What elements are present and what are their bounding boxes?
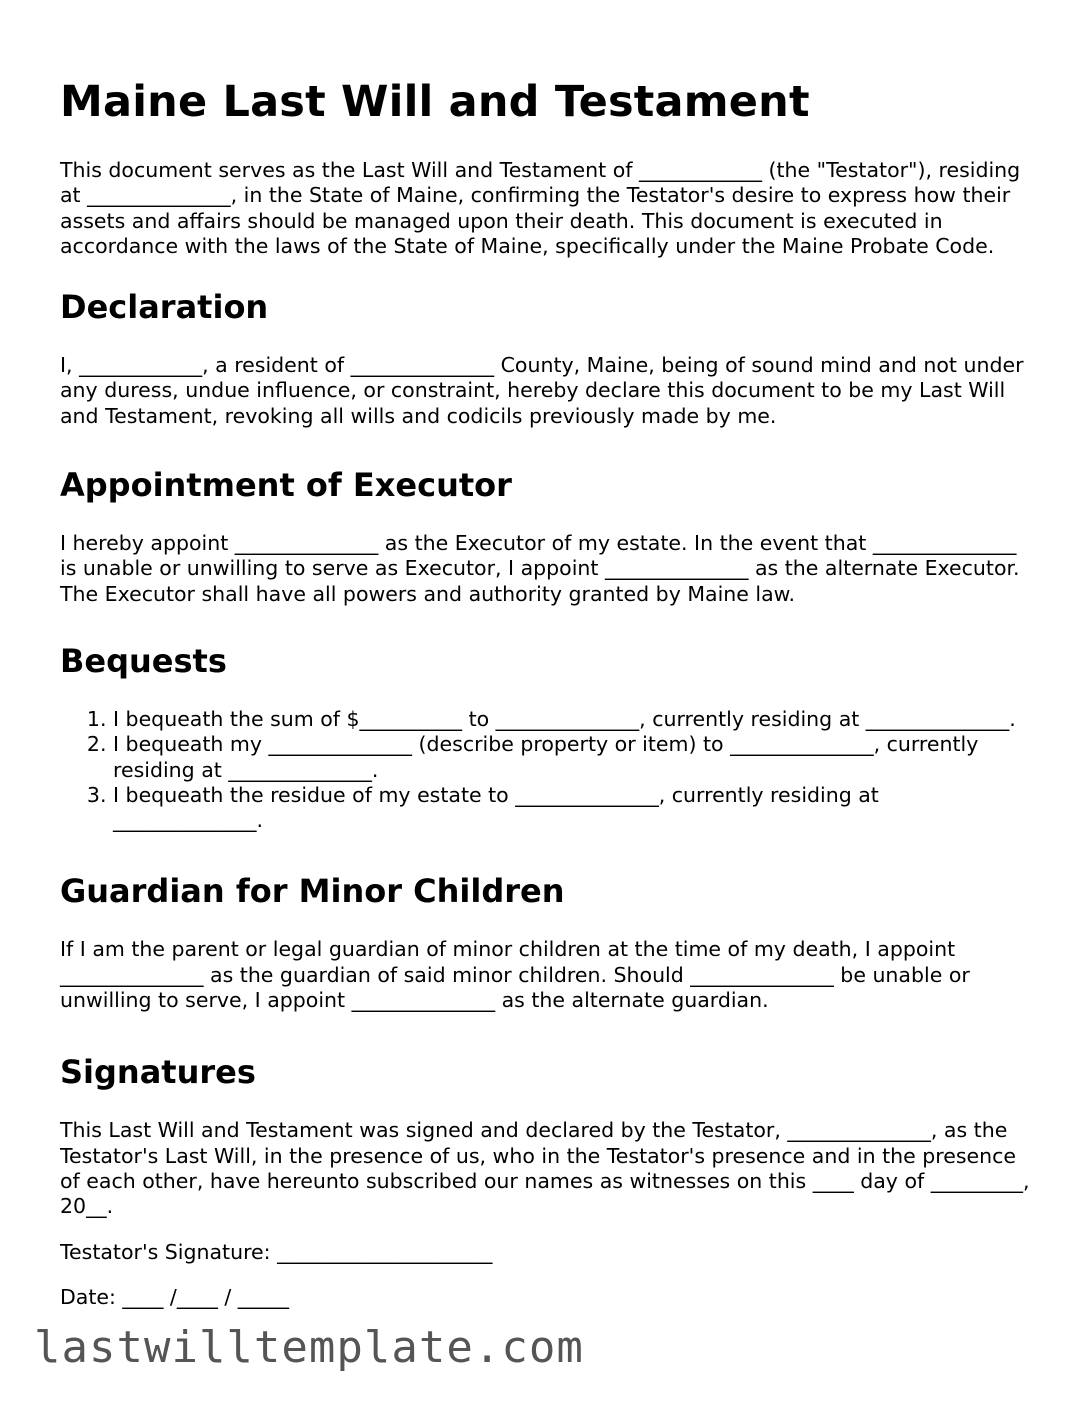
bequests-list (60, 707, 1030, 833)
executor-paragraph: I hereby appoint ______________ as the Executor of my estate. In the event that ______________ is unable or unwilling to serve as Executor, I appoint ______________ as the alternate Executor. The Executor shall have all powers and authority granted by Maine law. (60, 531, 1020, 606)
intro-paragraph: This document serves as the Last Will and Testament of ____________ (the "Testator"), residing at ______________, in the State of Maine, confirming the Testator's desire to express how their assets and affairs should be managed upon their death. This document is executed in accordance with the laws of the State of Maine, specifically under the Maine Probate Code. (60, 158, 1021, 258)
testator-signature-line: Testator's Signature: _____________________ (60, 1239, 493, 1264)
executor-heading: Appointment of Executor (60, 466, 512, 505)
bequests-heading: Bequests (60, 641, 227, 680)
document-page (60, 0, 1030, 1310)
watermark-text: lastwilltemplate.com (34, 1322, 584, 1373)
date-line: Date: ____ /____ / _____ (60, 1284, 290, 1309)
signatures-heading: Signatures (60, 1053, 256, 1092)
bequest-item: 3. I bequeath the residue of my estate to ______________, currently residing at ______________. (113, 783, 1030, 834)
declaration-paragraph: I, ____________, a resident of ______________ County, Maine, being of sound mind and not under any duress, undue influence, or constraint, hereby declare this document to be my Last Will and Testament, revoking all wills and codicils previously made by me. (60, 353, 1024, 428)
bequest-item: 1. I bequeath the sum of $__________ to ______________, currently residing at ______________. (113, 707, 1030, 732)
bequest-item: 2. I bequeath my ______________ (describe property or item) to ______________, currently residing at ______________. (113, 732, 1030, 783)
guardian-heading: Guardian for Minor Children (60, 872, 565, 911)
page-title: Maine Last Will and Testament (60, 77, 810, 127)
declaration-heading: Declaration (60, 288, 269, 327)
signatures-paragraph: This Last Will and Testament was signed and declared by the Testator, ______________, as the Testator's Last Will, in the presence of us, who in the Testator's presence and in the presence of each other, have hereunto subscribed our names as witnesses on this ____ day of _________, 20__. (60, 1118, 1030, 1219)
guardian-paragraph: If I am the parent or legal guardian of minor children at the time of my death, I appoint ______________ as the guardian of said minor children. Should ______________ be unable or unwilling to serve, I appoint ______________ as the alternate guardian. (60, 937, 970, 1013)
